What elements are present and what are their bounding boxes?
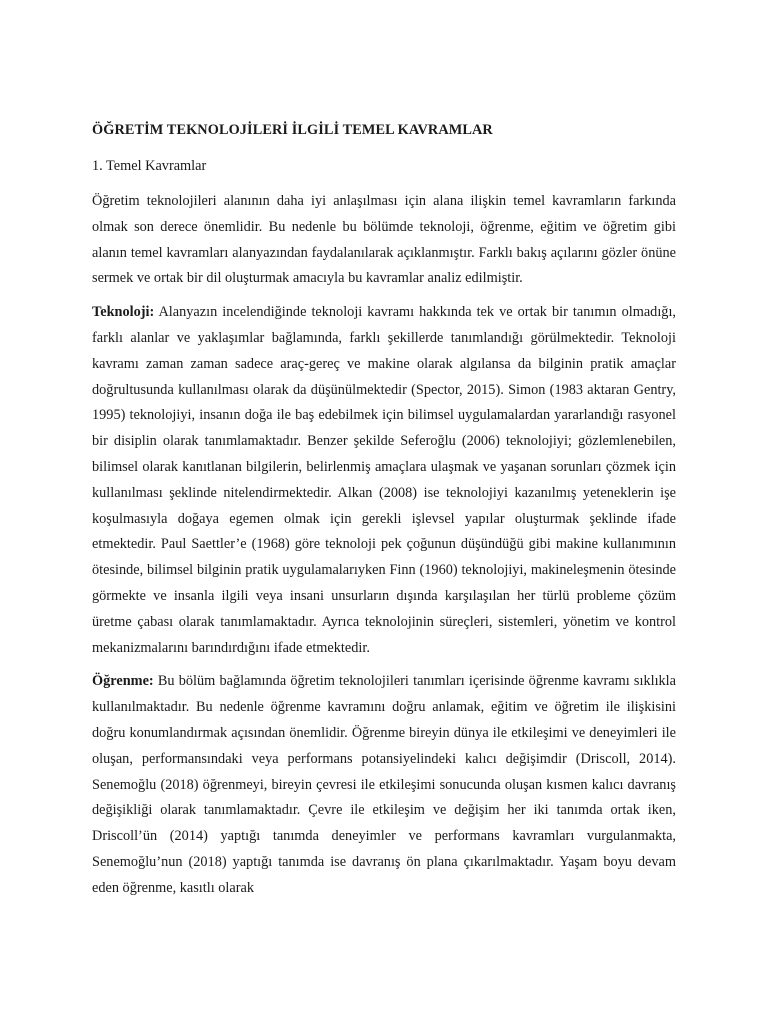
technology-paragraph-text: Alanyazın incelendiğinde teknoloji kavramı hakkında tek ve ortak bir tanımın olmadığı, farklı alanlar ve yaklaşımlar bağlamında, farklı şekillerde tanımlandığı görülmektedir. Teknoloji kavramı zaman zaman sadece araç-gereç ve makine olarak algılansa da bilginin pratik amaçlar doğrultusunda kullanılması olarak da düşünülmektedir (Spector, 2015). Simon (1983 aktaran Gentry, 1995) teknolojiyi, insanın doğa ile baş edebilmek için bilimsel uygulamalardan yararlandığı rasyonel bir disiplin olarak tanımlamaktadır. Benzer şekilde Seferoğlu (2006) teknolojiyi; gözlemlenebilen, bilimsel olarak kanıtlanan bilgilerin, belirlenmiş amaçlara ulaşmak ve yaşanan sorunları çözmek için kullanılması şeklinde nitelendirmektedir. Alkan (2008) ise teknolojiyi kazanılmış yeteneklerin işe koşulmasıyla doğaya egemen olmak için gerekli işlevsel yapılar oluşturmak şeklinde ifade etmektedir. Paul Saettler’e (1968) göre teknoloji pek çoğunun düşündüğü gibi makine kullanımının ötesinde, bilimsel bilginin pratik uygulamalarıyken Finn (1960) teknolojiyi, makineleşmenin ötesinde görmekte ve insanla ilgili veya insani unsurların dışında karşılaşılan her türlü probleme çözüm üretme çabası olarak tanımlamaktadır. Ayrıca teknolojinin süreçleri, sistemleri, yönetim ve kontrol mekanizmalarını barındırdığını ifade etmektedir. <box>92 304 676 656</box>
intro-paragraph <box>92 189 676 292</box>
intro-paragraph-text: Öğretim teknolojileri alanının daha iyi anlaşılması için alana ilişkin temel kavramların farkında olmak son derece önemlidir. Bu nedenle bu bölümde teknoloji, öğrenme, eğitim ve öğretim gibi alanın temel kavramları alanyazından faydalanılarak açıklanmıştır. Farklı bakış açılarını gözler önüne sermek ve ortak bir dil oluşturmak amacıyla bu kavramlar analiz edilmiştir. <box>92 193 676 287</box>
learning-paragraph <box>92 669 676 901</box>
section-heading: 1. Temel Kavramlar <box>92 158 207 174</box>
document-title: ÖĞRETİM TEKNOLOJİLERİ İLGİLİ TEMEL KAVRAMLAR <box>92 122 493 138</box>
technology-term: Teknoloji: <box>92 304 155 321</box>
technology-paragraph <box>92 300 676 661</box>
learning-term: Öğrenme: <box>92 673 154 690</box>
learning-paragraph-text: Bu bölüm bağlamında öğretim teknolojileri tanımları içerisinde öğrenme kavramı sıklıkla kullanılmaktadır. Bu nedenle öğrenme kavramını doğru anlamak, eğitim ve öğretim ile ilişkisini doğru konumlandırmak açısından önemlidir. Öğrenme bireyin dünya ile etkileşimi ve deneyimleri ile oluşan, performansındaki veya performans potansiyelindeki kalıcı değişimdir (Driscoll, 2014). Senemoğlu (2018) öğrenmeyi, bireyin çevresi ile etkileşimi sonucunda oluşan kısmen kalıcı davranış değişikliği olarak tanımlamaktadır. Çevre ile etkileşim ve değişim her iki tanımda ortak iken, Driscoll’ün (2014) yaptığı tanımda deneyimler ve performans kavramları vurgulanmakta, Senemoğlu’nun (2018) yaptığı tanımda ise davranış ön plana çıkarılmaktadır. Yaşam boyu devam eden öğrenme, kasıtlı olarak <box>92 673 677 896</box>
document-page <box>92 120 676 910</box>
